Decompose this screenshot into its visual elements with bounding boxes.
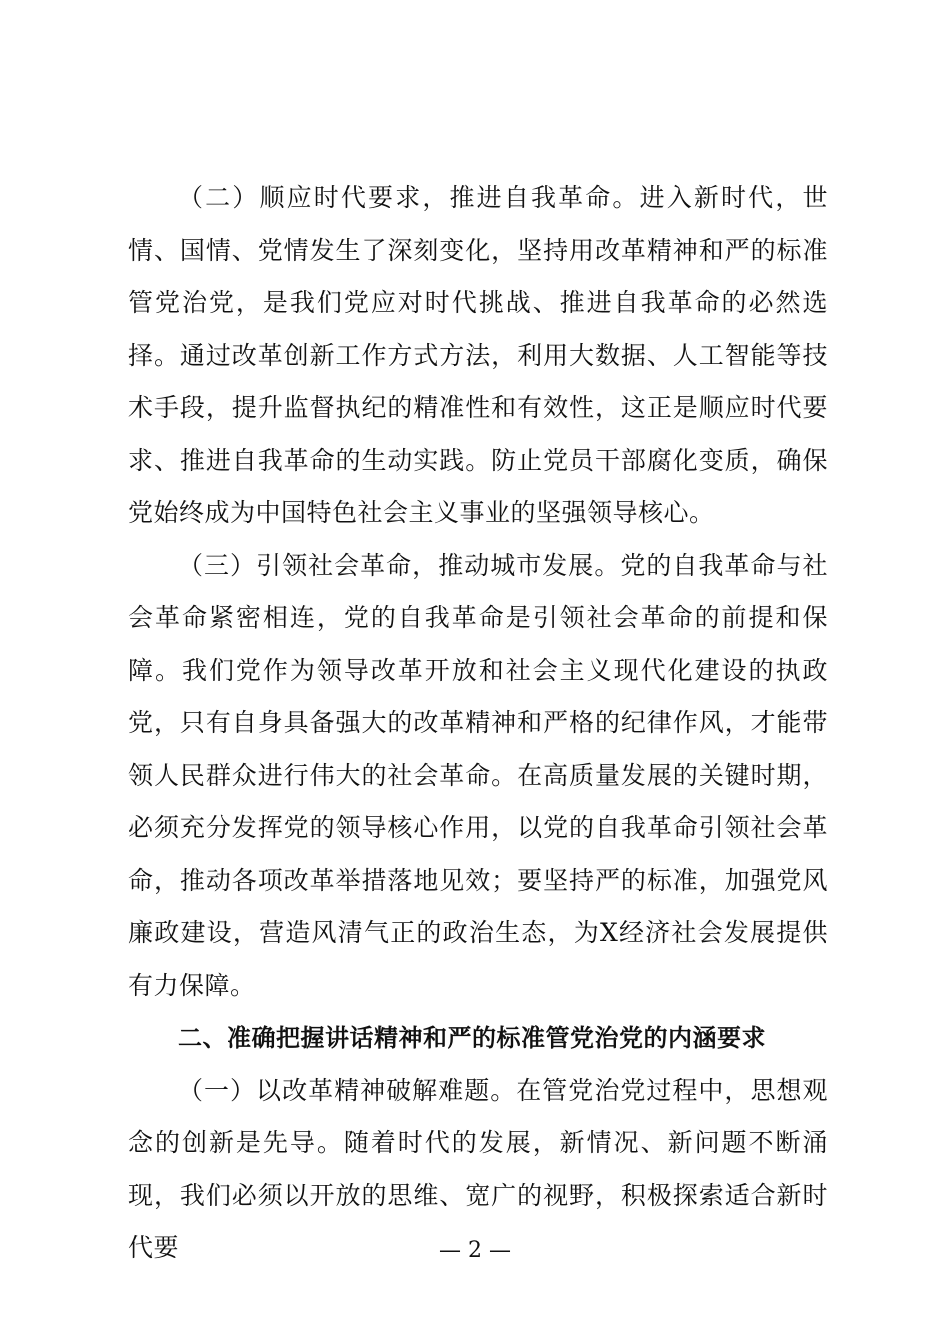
- page-number: — 2 —: [439, 1238, 511, 1263]
- document-body: [128, 172, 828, 1275]
- paragraph-section-2-1: （一）以改革精神破解难题。在管党治党过程中，思想观念的创新是先导。随着时代的发展，新情况、新问题不断涌现，我们必须以开放的思维、宽广的视野，积极探索适合新时代要: [128, 1075, 828, 1262]
- section-heading: 二、准确把握讲话精神和严的标准管党治党的内涵要求: [178, 1024, 766, 1052]
- paragraph-3: （三）引领社会革命，推动城市发展。党的自我革命与社会革命紧密相连，党的自我革命是引领社会革命的前提和保障。我们党作为领导改革开放和社会主义现代化建设的执政党，只有自身具备强大的改革精神和严格的纪律作风，才能带领人民群众进行伟大的社会革命。在高质量发展的关键时期，必须充分发挥党的领导核心作用，以党的自我革命引领社会革命，推动各项改革举措落地见效；要坚持严的标准，加强党风廉政建设，营造风清气正的政治生态，为X经济社会发展提供有力保障。: [128, 550, 828, 1000]
- paragraph-2: （二）顺应时代要求，推进自我革命。进入新时代，世情、国情、党情发生了深刻变化，坚持用改革精神和严的标准管党治党，是我们党应对时代挑战、推进自我革命的必然选择。通过改革创新工作方式方法，利用大数据、人工智能等技术手段，提升监督执纪的精准性和有效性，这正是顺应时代要求、推进自我革命的生动实践。防止党员干部腐化变质，确保党始终成为中国特色社会主义事业的坚强领导核心。: [128, 183, 828, 527]
